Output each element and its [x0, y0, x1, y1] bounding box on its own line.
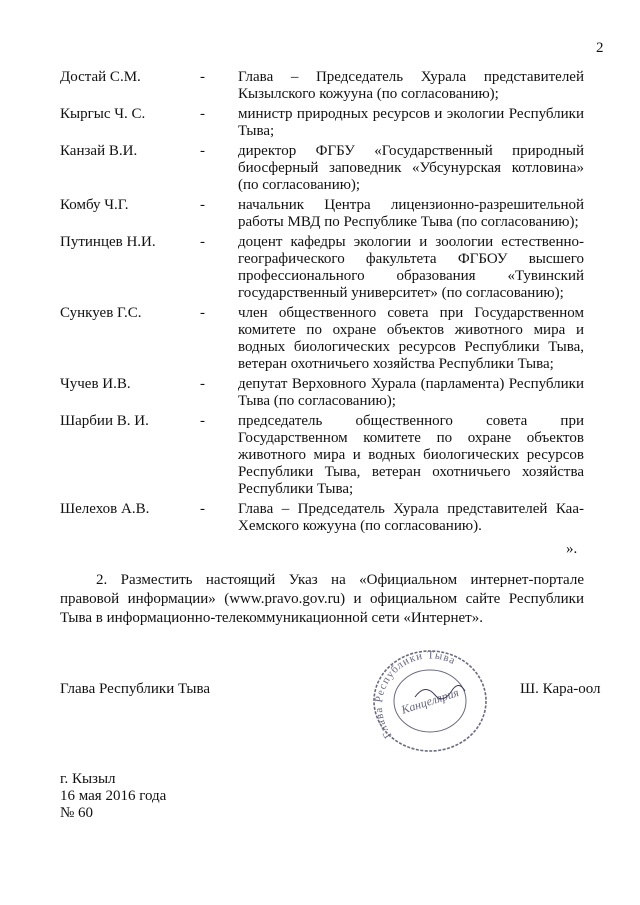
commission-member-list [60, 69, 584, 538]
list-item [60, 413, 584, 498]
list-item [60, 376, 584, 410]
page-number: 2 [596, 40, 604, 56]
decree-number: № 60 [60, 805, 94, 821]
list-item [60, 106, 584, 140]
member-name: Путинцев Н.И. [60, 234, 156, 250]
member-name: Сункуев Г.С. [60, 305, 142, 321]
member-role: директор ФГБУ «Государственный природный биосферный заповедник «Убсунурская котловина» (по согласованию); [238, 143, 584, 193]
list-item [60, 69, 584, 103]
member-name: Достай С.М. [60, 69, 141, 85]
member-role: Глава – Председатель Хурала представителей Каа-Хемского кожууна (по согласованию). [238, 501, 584, 534]
dash-separator: - [200, 501, 205, 517]
dash-separator: - [200, 305, 205, 321]
list-item [60, 197, 584, 231]
member-role: председатель общественного совета при Государственном комитете по охране объектов животного мира и водных биологических ресурсов Республики Тыва, ветеран охотничьего хозяйства Республики Тыва; [238, 413, 584, 497]
dash-separator: - [200, 143, 205, 159]
member-role: депутат Верховного Хурала (парламента) Республики Тыва (по согласованию); [238, 376, 584, 409]
dash-separator: - [200, 376, 205, 392]
stamp-inner-text: Канцелярия [399, 685, 461, 717]
official-stamp [355, 645, 505, 755]
member-role: министр природных ресурсов и экологии Республики Тыва; [238, 106, 584, 139]
issue-city: г. Кызыл [60, 771, 116, 787]
member-role: начальник Центра лицензионно-разрешительной работы МВД по Республике Тыва (по согласованию); [238, 197, 584, 230]
member-role: Глава – Председатель Хурала представителей Кызылского кожууна (по согласованию); [238, 69, 584, 102]
list-item [60, 143, 584, 194]
issue-date: 16 мая 2016 года [60, 788, 167, 804]
signatory-position: Глава Республики Тыва [60, 681, 211, 697]
member-name: Шелехов А.В. [60, 501, 150, 517]
document-footer [60, 771, 166, 822]
signatory-name: Ш. Кара-оол [520, 681, 601, 697]
dash-separator: - [200, 197, 205, 213]
member-name: Кыргыс Ч. С. [60, 106, 146, 122]
decree-paragraph-2: 2. Разместить настоящий Указ на «Официальном интернет-портале правовой информации» (www.pravo.gov.ru) и официальном сайте Республики Тыва в информационно-телекоммуникационной сети «Интернет». [60, 572, 584, 626]
dash-separator: - [200, 106, 205, 122]
member-role: доцент кафедры экологии и зоологии естественно-географического факультета ФГБОУ высшего профессионального образования «Тувинский государственный университет» (по согласованию); [238, 234, 584, 301]
dash-separator: - [200, 413, 205, 429]
member-name: Чучев И.В. [60, 376, 131, 392]
member-role: член общественного совета при Государственном комитете по охране объектов животного мира и водных биологических ресурсов Республики Тыва, ветеран охотничьего хозяйства Республики Тыва; [238, 305, 584, 372]
list-item [60, 234, 584, 302]
member-name: Комбу Ч.Г. [60, 197, 129, 213]
dash-separator: - [200, 69, 205, 85]
member-name: Шарбии В. И. [60, 413, 149, 429]
list-item [60, 305, 584, 373]
dash-separator: - [200, 234, 205, 250]
list-item [60, 501, 584, 535]
closing-quote: ». [566, 541, 578, 557]
member-name: Канзай В.И. [60, 143, 138, 159]
stamp-outer-text: Глава Республики Тыва [372, 649, 458, 741]
